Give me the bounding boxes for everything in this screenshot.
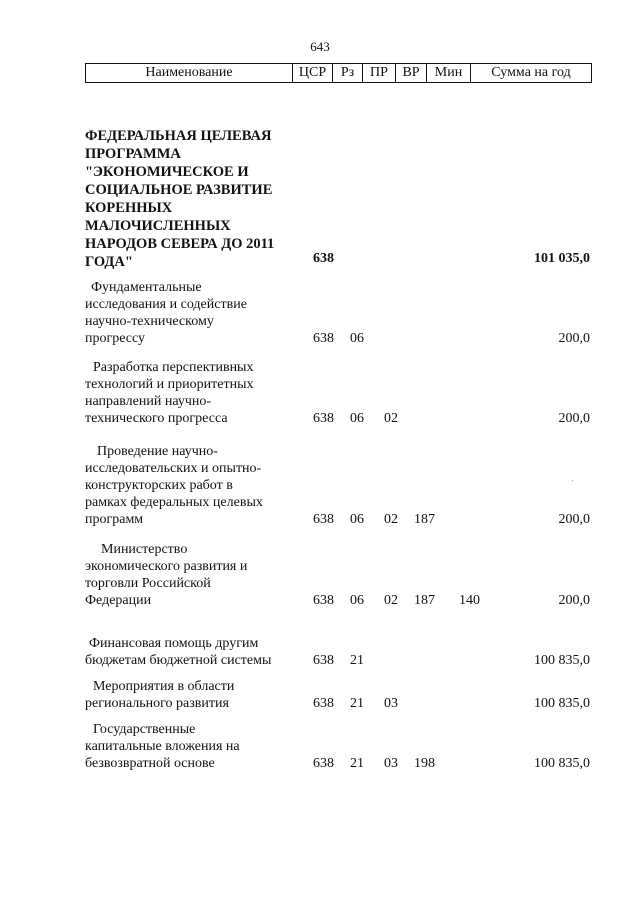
- cell-min: 140: [459, 593, 480, 608]
- cell-csr: 638: [313, 593, 334, 608]
- row-name: [85, 541, 290, 609]
- cell-csr: 638: [313, 512, 334, 527]
- scan-speck: [572, 480, 573, 481]
- cell-pr: 03: [384, 696, 398, 711]
- cell-rz: 21: [350, 653, 364, 668]
- cell-vr: 187: [414, 593, 435, 608]
- cell-sum: 100 835,0: [534, 696, 590, 711]
- cell-csr: 638: [313, 411, 334, 426]
- row-name-line: экономического развития и: [85, 559, 248, 574]
- row-name-line: Министерство: [101, 542, 188, 557]
- table-header: [85, 63, 592, 83]
- row-name-line: ПРОГРАММА: [85, 146, 181, 162]
- cell-sum: 100 835,0: [534, 756, 590, 771]
- cell-vr: 198: [414, 756, 435, 771]
- row-name-line: технического прогресса: [85, 411, 228, 426]
- row-name-line: технологий и приоритетных: [85, 377, 254, 392]
- row-name: [85, 279, 290, 347]
- row-name-line: "ЭКОНОМИЧЕСКОЕ И: [85, 164, 249, 180]
- row-name-line: Федерации: [85, 593, 152, 608]
- row-name-line: бюджетам бюджетной системы: [85, 653, 272, 668]
- row-name: [85, 443, 290, 528]
- row-name-line: Мероприятия в области: [93, 679, 235, 694]
- header-pr: ПР: [363, 64, 396, 83]
- row-name-line: безвозвратной основе: [85, 756, 215, 771]
- row-name-line: рамках федеральных целевых: [85, 495, 263, 510]
- row-name-line: Фундаментальные: [91, 280, 202, 295]
- cell-csr: 638: [313, 756, 334, 771]
- cell-pr: 03: [384, 756, 398, 771]
- cell-rz: 21: [350, 696, 364, 711]
- header-min: Мин: [427, 64, 471, 83]
- header-name: Наименование: [86, 64, 293, 83]
- row-name-line: НАРОДОВ СЕВЕРА ДО 2011: [85, 236, 275, 252]
- row-name-line: Проведение научно-: [97, 444, 218, 459]
- cell-sum: 101 035,0: [534, 251, 590, 266]
- cell-vr: 187: [414, 512, 435, 527]
- row-name: [85, 678, 290, 712]
- row-name-line: направлений научно-: [85, 394, 212, 409]
- row-name: [85, 721, 290, 772]
- cell-rz: 06: [350, 411, 364, 426]
- cell-sum: 100 835,0: [534, 653, 590, 668]
- header-csr: ЦСР: [293, 64, 333, 83]
- cell-sum: 200,0: [558, 331, 590, 346]
- row-name-line: ГОДА": [85, 254, 133, 270]
- row-name-line: научно-техническому: [85, 314, 214, 329]
- row-name-line: регионального развития: [85, 696, 229, 711]
- row-name-line: Разработка перспективных: [93, 360, 254, 375]
- row-name-line: программ: [85, 512, 144, 527]
- cell-csr: 638: [313, 331, 334, 346]
- row-name-line: исследовательских и опытно-: [85, 461, 262, 476]
- cell-rz: 06: [350, 512, 364, 527]
- row-name-line: конструкторских работ в: [85, 478, 233, 493]
- row-name-line: капитальные вложения на: [85, 739, 240, 754]
- cell-pr: 02: [384, 411, 398, 426]
- row-name-line: КОРЕННЫХ: [85, 200, 173, 216]
- row-name: [85, 359, 290, 427]
- row-name-line: Государственные: [93, 722, 196, 737]
- header-vr: ВР: [396, 64, 427, 83]
- cell-csr: 638: [313, 653, 334, 668]
- cell-pr: 02: [384, 593, 398, 608]
- row-name-line: прогрессу: [85, 331, 146, 346]
- header-sum: Сумма на год: [471, 64, 592, 83]
- cell-sum: 200,0: [558, 593, 590, 608]
- row-name-line: торговли Российской: [85, 576, 211, 591]
- row-name-line: Финансовая помощь другим: [89, 636, 259, 651]
- row-name-line: МАЛОЧИСЛЕННЫХ: [85, 218, 231, 234]
- cell-csr: 638: [313, 251, 334, 266]
- cell-sum: 200,0: [558, 512, 590, 527]
- cell-rz: 06: [350, 331, 364, 346]
- cell-pr: 02: [384, 512, 398, 527]
- page-number: 643: [310, 39, 330, 54]
- cell-sum: 200,0: [558, 411, 590, 426]
- row-name-line: исследования и содействие: [85, 297, 247, 312]
- cell-rz: 06: [350, 593, 364, 608]
- row-name-line: ФЕДЕРАЛЬНАЯ ЦЕЛЕВАЯ: [85, 128, 272, 144]
- row-name-line: СОЦИАЛЬНОЕ РАЗВИТИЕ: [85, 182, 273, 198]
- row-name: [85, 127, 300, 271]
- row-name: [85, 635, 290, 669]
- cell-csr: 638: [313, 696, 334, 711]
- cell-rz: 21: [350, 756, 364, 771]
- header-rz: Рз: [333, 64, 363, 83]
